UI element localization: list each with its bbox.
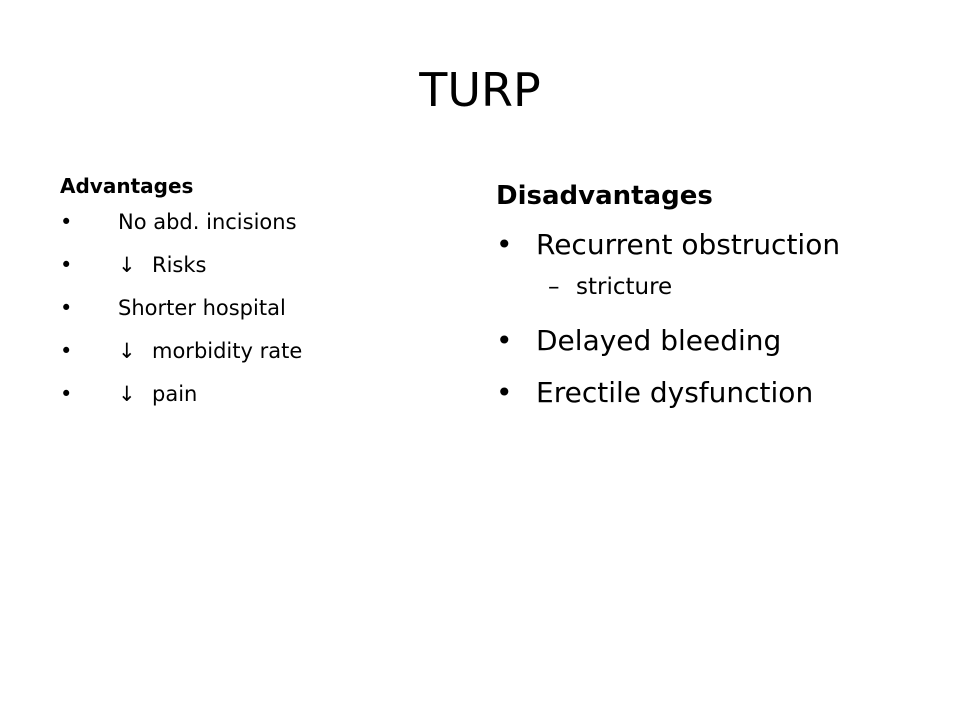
down-arrow-icon: ↓ — [118, 339, 136, 363]
list-item — [60, 294, 420, 323]
list-item-text: No abd. incisions — [118, 210, 297, 234]
bullet-icon: • — [496, 324, 513, 357]
list-item — [496, 374, 916, 412]
bullet-icon: • — [60, 382, 73, 406]
list-item-text: Recurrent obstruction — [536, 228, 841, 261]
disadvantages-list — [496, 226, 916, 412]
dash-icon: – — [548, 274, 560, 300]
list-item-text: morbidity rate — [152, 339, 303, 363]
list-item-text: Risks — [152, 253, 207, 277]
down-arrow-icon: ↓ — [118, 253, 136, 277]
list-item-text: pain — [152, 382, 198, 406]
bullet-icon: • — [496, 376, 513, 409]
list-item — [496, 226, 916, 264]
advantages-heading: Advantages — [60, 174, 194, 198]
slide-title: TURP — [419, 63, 541, 117]
disadvantages-heading: Disadvantages — [496, 181, 713, 211]
list-item-text: stricture — [576, 274, 673, 300]
advantages-list — [60, 208, 420, 409]
bullet-icon: • — [496, 228, 513, 261]
sub-list-item — [496, 272, 916, 302]
disadvantages-column — [496, 176, 916, 426]
list-item-text: Shorter hospital — [118, 296, 286, 320]
down-arrow-icon: ↓ — [118, 382, 136, 406]
list-item-text: Erectile dysfunction — [536, 376, 814, 409]
bullet-icon: • — [60, 253, 73, 277]
advantages-column — [60, 172, 420, 423]
bullet-icon: • — [60, 339, 73, 363]
bullet-icon: • — [60, 210, 73, 234]
bullet-icon: • — [60, 296, 73, 320]
list-item — [496, 322, 916, 360]
list-item-text: Delayed bleeding — [536, 324, 782, 357]
list-item — [60, 251, 420, 280]
list-item — [60, 337, 420, 366]
list-item — [60, 380, 420, 409]
list-item — [60, 208, 420, 237]
